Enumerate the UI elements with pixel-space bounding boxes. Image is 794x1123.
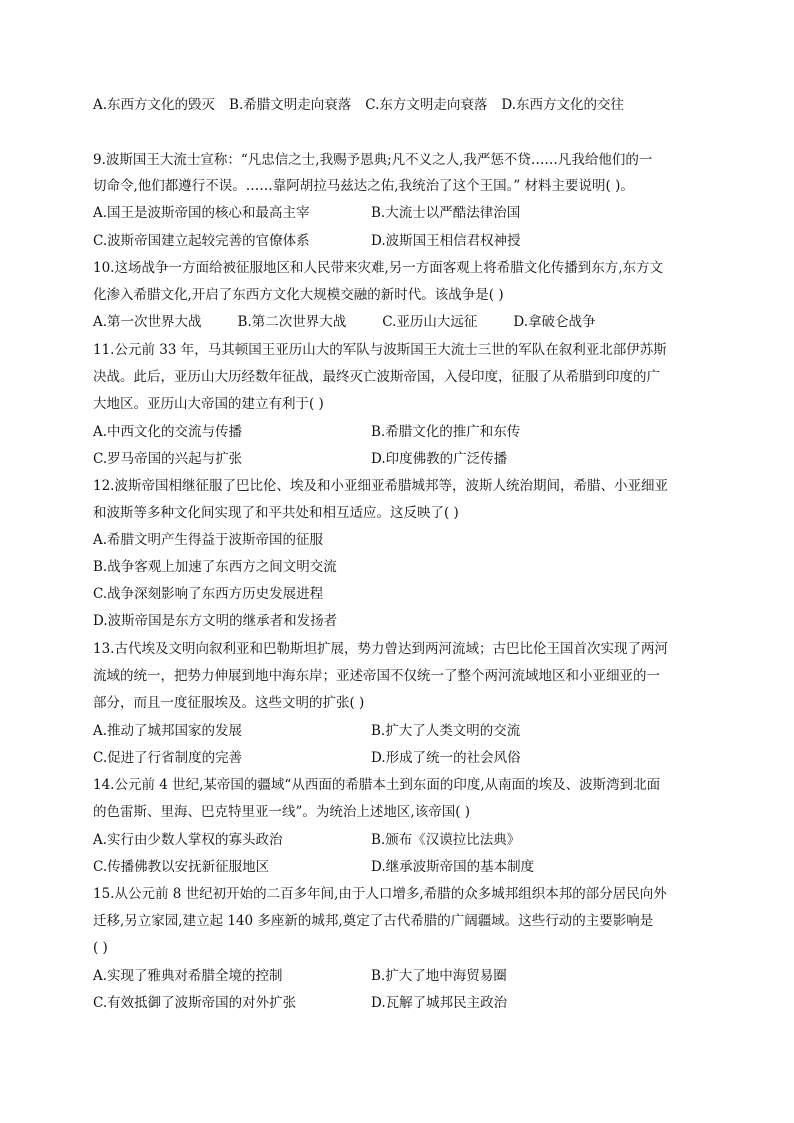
q10-options (93, 313, 713, 331)
q9-option-a: A.国王是波斯帝国的核心和最高主宰 (93, 205, 310, 221)
q11-option-c: C.罗马帝国的兴起与扩张 (93, 451, 243, 467)
q11-option-b: B.希腊文化的推广和东传 (371, 424, 521, 440)
q12-option-c: C.战争深刻影响了东西方历史发展进程 (93, 586, 324, 602)
q12-stem-line-2: 和波斯等多种文化间实现了和平共处和相互适应。这反映了( ) (93, 505, 459, 521)
q14-option-a: A.实行由少数人掌权的寡头政治 (93, 832, 283, 848)
q13-stem-line-1: 13.古代埃及文明向叙利亚和巴勒斯坦扩展，势力曾达到两河流域；古巴比伦王国首次实现了两河 (93, 641, 668, 657)
q12-option-a: A.希腊文明产生得益于波斯帝国的征服 (93, 532, 324, 548)
q8-option-d: D.东西方文化的交往 (501, 97, 625, 113)
q11-stem-line-2: 决战。此后，亚历山大历经数年征战，最终灭亡波斯帝国，入侵印度，征服了从希腊到印度的广 (93, 369, 660, 385)
q10-option-a: A.第一次世界大战 (93, 314, 202, 330)
q10-stem-line-2: 化渗入希腊文化,开启了东西方文化大规模交融的新时代。该战争是( ) (93, 287, 504, 303)
q10-stem-line-1: 10.这场战争一方面给被征服地区和人民带来灾难,另一方面客观上将希腊文化传播到东方,东方文 (93, 260, 664, 276)
q12-option-b: B.战争客观上加速了东西方之间文明交流 (93, 559, 337, 575)
q9-option-b: B.大流士以严酷法律治国 (371, 205, 521, 221)
q8-option-b: B.希腊文明走向衰落 (229, 97, 352, 113)
q14-stem-line-1: 14.公元前 4 世纪,某帝国的疆域“从西面的希腊本土到东面的印度,从南面的埃及、波斯湾到北面 (93, 777, 661, 793)
q11-stem-line-3: 大地区。亚历山大帝国的建立有利于( ) (93, 396, 324, 412)
q10-option-d: D.拿破仑战争 (513, 314, 596, 330)
q14-option-c: C.传播佛教以安抚新征服地区 (93, 859, 270, 875)
q8-option-a: A.东西方文化的毁灭 (93, 97, 216, 113)
q15-stem-line-2: 迁移,另立家园,建立起 140 多座新的城邦,奠定了古代希腊的广阔疆域。这些行动的主要影响是 (93, 913, 654, 929)
q13-option-c: C.促进了行省制度的完善 (93, 750, 243, 766)
q13-option-d: D.形成了统一的社会风俗 (371, 750, 521, 766)
q8-option-c: C.东方文明走向衰落 (365, 97, 488, 113)
q15-option-d: D.瓦解了城邦民主政治 (371, 995, 508, 1011)
q9-option-d: D.波斯国王相信君权神授 (371, 233, 521, 249)
q9-option-c: C.波斯帝国建立起较完善的官僚体系 (93, 233, 310, 249)
q15-option-b: B.扩大了地中海贸易圈 (371, 968, 507, 984)
q10-option-c: C.亚历山大远征 (382, 314, 478, 330)
q8-options (93, 96, 713, 114)
q13-stem-line-3: 部分，而且一度征服埃及。这些文明的扩张( ) (93, 695, 365, 711)
q10-option-b: B.第二次世界大战 (237, 314, 347, 330)
q11-option-a: A.中西文化的交流与传播 (93, 424, 243, 440)
q9-stem-line-2: 切命令,他们都遵行不误。……靠阿胡拉马兹达之佑,我统治了这个王国。” 材料主要说明( )。 (93, 178, 634, 194)
q9-stem-line-1: 9.波斯国王大流士宣称：“凡忠信之士,我赐予恩典;凡不义之人,我严惩不贷……凡我给他们的一 (93, 152, 653, 168)
q15-stem-line-1: 15.从公元前 8 世纪初开始的二百多年间,由于人口增多,希腊的众多城邦组织本邦的部分居民向外 (93, 886, 667, 902)
q15-stem-line-3: ( ) (93, 940, 108, 956)
q14-option-b: B.颁布《汉谟拉比法典》 (371, 832, 521, 848)
q13-option-b: B.扩大了人类文明的交流 (371, 723, 521, 739)
q14-option-d: D.继承波斯帝国的基本制度 (371, 859, 535, 875)
q12-stem-line-1: 12.波斯帝国相继征服了巴比伦、埃及和小亚细亚希腊城邦等，波斯人统治期间，希腊、小亚细亚 (93, 478, 668, 494)
q13-stem-line-2: 流域的统一，把势力伸展到地中海东岸；亚述帝国不仅统一了整个两河流域地区和小亚细亚的一 (93, 668, 660, 684)
q13-option-a: A.推动了城邦国家的发展 (93, 723, 243, 739)
q15-option-c: C.有效抵御了波斯帝国的对外扩张 (93, 995, 297, 1011)
q15-option-a: A.实现了雅典对希腊全境的控制 (93, 968, 283, 984)
q11-stem-line-1: 11.公元前 33 年，马其顿国王亚历山大的军队与波斯国王大流士三世的军队在叙利亚北部伊苏斯 (93, 342, 667, 358)
q12-option-d: D.波斯帝国是东方文明的继承者和发扬者 (93, 613, 338, 629)
q11-option-d: D.印度佛教的广泛传播 (371, 451, 508, 467)
q14-stem-line-2: 的色雷斯、里海、巴克特里亚一线”。为统治上述地区,该帝国( ) (93, 804, 471, 820)
